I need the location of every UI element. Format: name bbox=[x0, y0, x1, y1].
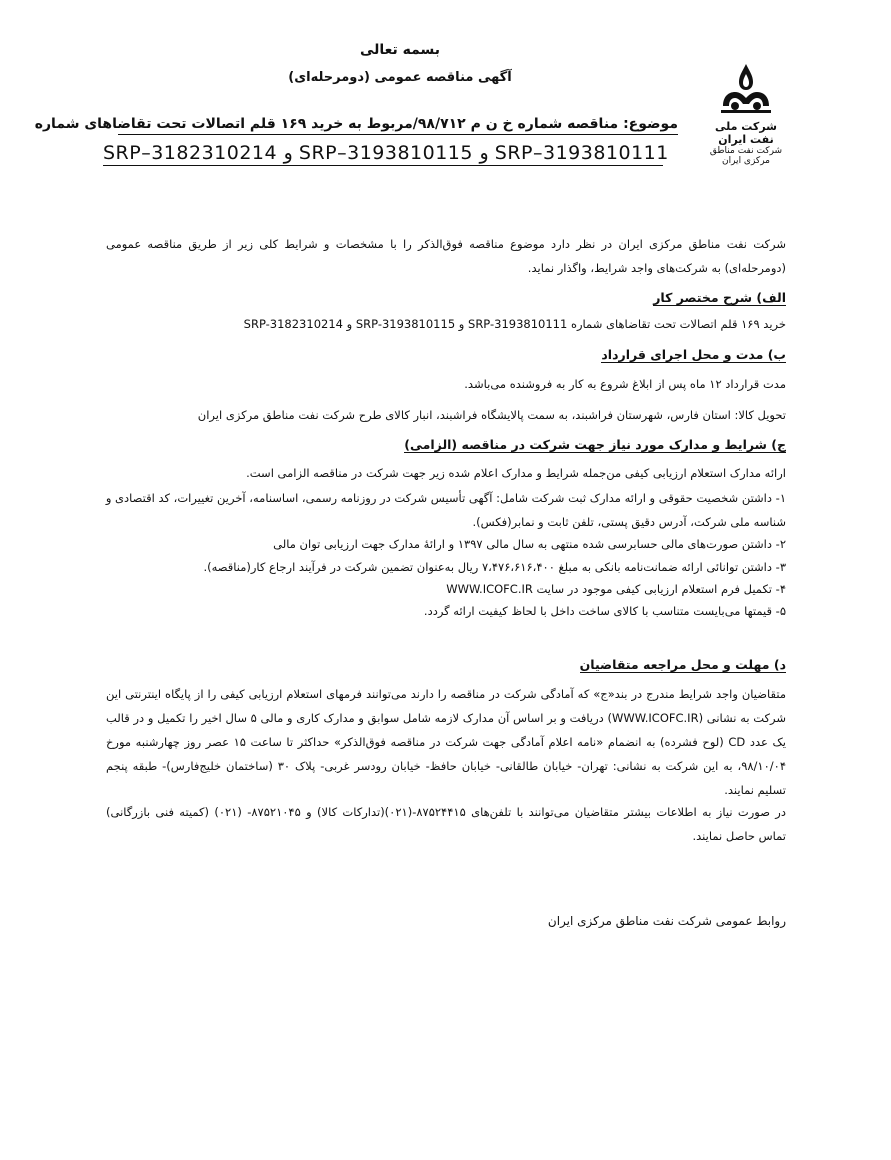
section-c-heading-text: ج) شرایط و مدارک مورد نیاز جهت شرکت در مناقصه (الزامی) bbox=[404, 437, 786, 452]
section-c-heading bbox=[106, 437, 786, 452]
section-c-item-2: ۲- داشتن صورت‌های مالی حسابرسی شده منتهی به سال مالی ۱۳۹۷ و ارائهٔ مدارک جهت ارزیابی توان مالی bbox=[273, 537, 786, 551]
section-d-paragraph-1: متقاضیان واجد شرایط مندرج در بند«ج» که آمادگی شرکت در مناقصه را دارند می‌توانند فرمهای استعلام ارزیابی کیفی را از پایگاه اینترنتی این شرکت به نشانی (WWW.ICOFC.IR) دریافت و بر اساس آن مدارک لازمه شامل سوابق و مدارک کاری و مالی ۵ سال اخیر را تکمیل و در قالب یک عدد CD (لوح فشرده) به انضمام «نامه اعلام آمادگی جهت شرکت در مناقصه فوق‌الذکر» حداکثر تا ساعت ۱۵ عصر روز چهارشنبه مورخ ۹۸/۱۰/۰۴، به این شرکت به نشانی: تهران- خیابان طالقانی- خیابان حافظ- خیابان رودسر غربی- پلاک ۳۰ (ساختمان خلیج‌فارس)- طبقه پنجم تسلیم نمایند. bbox=[106, 687, 787, 797]
intro-paragraph: شرکت نفت مناطق مرکزی ایران در نظر دارد موضوع مناقصه فوق‌الذکر را با مشخصات و شرایط کلی زیر از طریق مناقصه عمومی (دومرحله‌ای) به شرکت‌های واجد شرایط، واگذار نماید. bbox=[106, 237, 786, 275]
section-c-item-4: ۴- تکمیل فرم استعلام ارزیابی کیفی موجود در سایت WWW.ICOFC.IR bbox=[446, 582, 786, 596]
section-a-heading bbox=[106, 290, 786, 305]
section-c-item-1: ۱- داشتن شخصیت حقوقی و ارائه مدارک ثبت شرکت شامل: آگهی تأسیس شرکت در روزنامه رسمی، اساسنامه، آخرین تغییرات، کد اقتصادی و شناسه ملی شرکت، آدرس دقیق پستی، تلفن ثابت و نمابر(فکس). bbox=[105, 491, 786, 529]
bismillah-heading: بسمه تعالی bbox=[359, 42, 441, 58]
section-a-heading-text: الف) شرح مختصر کار bbox=[653, 290, 786, 305]
section-c-item-5: ۵- قیمتها می‌بایست متناسب با کالای ساخت داخل با لحاظ کیفیت ارائه گردد. bbox=[423, 604, 786, 618]
ad-title: آگهی مناقصه عمومی (دومرحله‌ای) bbox=[288, 70, 512, 85]
logo-subsidiary-name: شرکت نفت مناطق مرکزی ایران bbox=[709, 146, 783, 166]
section-d-paragraph-2: در صورت نیاز به اطلاعات بیشتر متقاضیان می‌توانند با تلفن‌های ۸۷۵۲۴۴۱۵-(۰۲۱)(تدارکات کالا) و ۸۷۵۲۱۰۴۵- (۰۲۱) (کمیته فنی بازرگانی) تماس حاصل نمایند. bbox=[106, 805, 786, 843]
logo-company-name: شرکت ملی نفت ایران bbox=[715, 120, 777, 146]
section-b-duration: مدت قرارداد ۱۲ ماه پس از ابلاغ شروع به کار به فروشنده می‌باشد. bbox=[464, 377, 786, 391]
nioc-logo bbox=[706, 60, 786, 166]
subject-line: موضوع: مناقصه شماره خ ن م ۹۸/۷۱۲/مربوط به خرید ۱۶۹ قلم اتصالات تحت تقاضاهای شماره bbox=[118, 116, 678, 135]
footer-signature: روابط عمومی شرکت نفت مناطق مرکزی ایران bbox=[547, 914, 786, 928]
section-b-heading-text: ب) مدت و محل اجرای قرارداد bbox=[601, 347, 786, 362]
section-b-delivery: تحویل کالا: استان فارس، شهرستان فراشبند، به سمت پالایشگاه فراشبند، انبار کالای طرح شرکت نفت مناطق مرکزی ایران bbox=[197, 408, 786, 422]
section-b-heading bbox=[106, 347, 786, 362]
section-c-intro: ارائه مدارک استعلام ارزیابی کیفی من‌جمله شرایط و مدارک اعلام شده زیر جهت شرکت در مناقصه الزامی است. bbox=[246, 466, 786, 480]
section-d-heading bbox=[106, 657, 786, 672]
section-d-heading-text: د) مهلت و محل مراجعه متقاضیان bbox=[579, 657, 786, 672]
nioc-emblem-icon bbox=[715, 60, 777, 118]
section-a-text: خرید ۱۶۹ قلم اتصالات تحت تقاضاهای شماره SRP-3193810111 و SRP-3193810115 و SRP-3182310214 bbox=[243, 317, 786, 331]
request-numbers: SRP–3182310214 و SRP–3193810115 و SRP–3193810111 bbox=[103, 142, 669, 164]
section-c-item-3: ۳- داشتن توانائی ارائه ضمانت‌نامه بانکی به مبلغ ۷،۴۷۶،۶۱۶،۴۰۰ ریال به‌عنوان تضمین شرکت در فرآیند ارجاع کار(مناقصه). bbox=[203, 560, 786, 574]
